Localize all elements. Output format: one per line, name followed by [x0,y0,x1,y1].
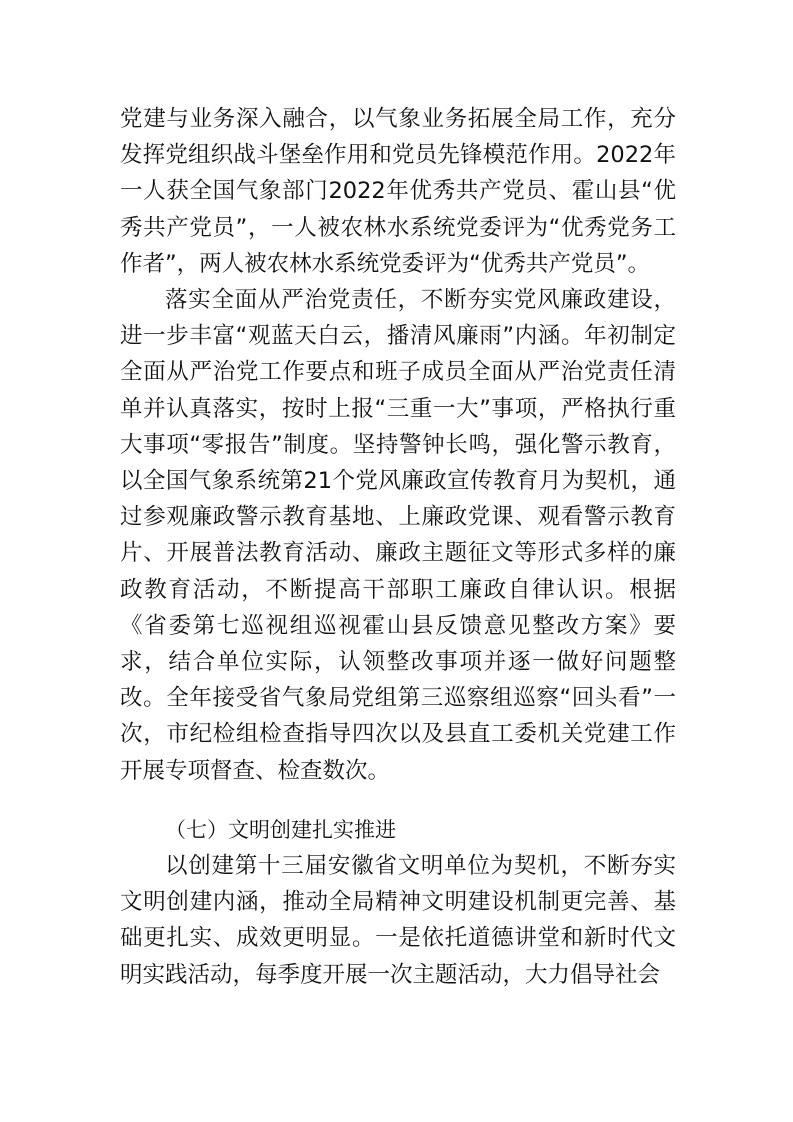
section-heading: （七）文明创建扎实推进 [165,818,396,842]
paragraph-text: 以创建第十三届安徽省文明单位为契机，不断夯实文明创建内涵，推动全局精神文明建设机制更完善、基础更扎实、成效更明显。一是依托道德讲堂和新时代文明实践活动，每季度开展一次主题活动，大力倡导社会 [120,853,676,988]
paragraph-civilization-building [120,848,676,993]
paragraph-text: 党建与业务深入融合，以气象业务拓展全局工作，充分发挥党组织战斗堡垒作用和党员先锋模范作用。2022年一人获全国气象部门2022年优秀共产党员、霍山县“优秀共产党员”，一人被农林水系统党委评为“优秀党务工作者”，两人被农林水系统党委评为“优秀共产党员”。 [120,106,676,277]
paragraph-text: 落实全面从严治党责任，不断夯实党风廉政建设，进一步丰富“观蓝天白云，播清风廉雨”内涵。年初制定全面从严治党工作要点和班子成员全面从严治党责任清单并认真落实，按时上报“三重一大”事项，严格执行重大事项“零报告”制度。坚持警钟长鸣，强化警示教育，以全国气象系统第21个党风廉政宣传教育月为契机，通过参观廉政警示教育基地、上廉政党课、观看警示教育片、开展普法教育活动、廉政主题征文等形式多样的廉政教育活动，不断提高干部职工廉政自律认识。根据《省委第七巡视组巡视霍山县反馈意见整改方案》要求，结合单位实际，认领整改事项并逐一做好问题整改。全年接受省气象局党组第三巡察组巡察“回头看”一次，市纪检组检查指导四次以及县直工委机关党建工作开展专项督查、检查数次。 [120,287,676,784]
paragraph-integrity-discipline [120,282,676,789]
paragraph-party-building-continued [120,101,676,282]
